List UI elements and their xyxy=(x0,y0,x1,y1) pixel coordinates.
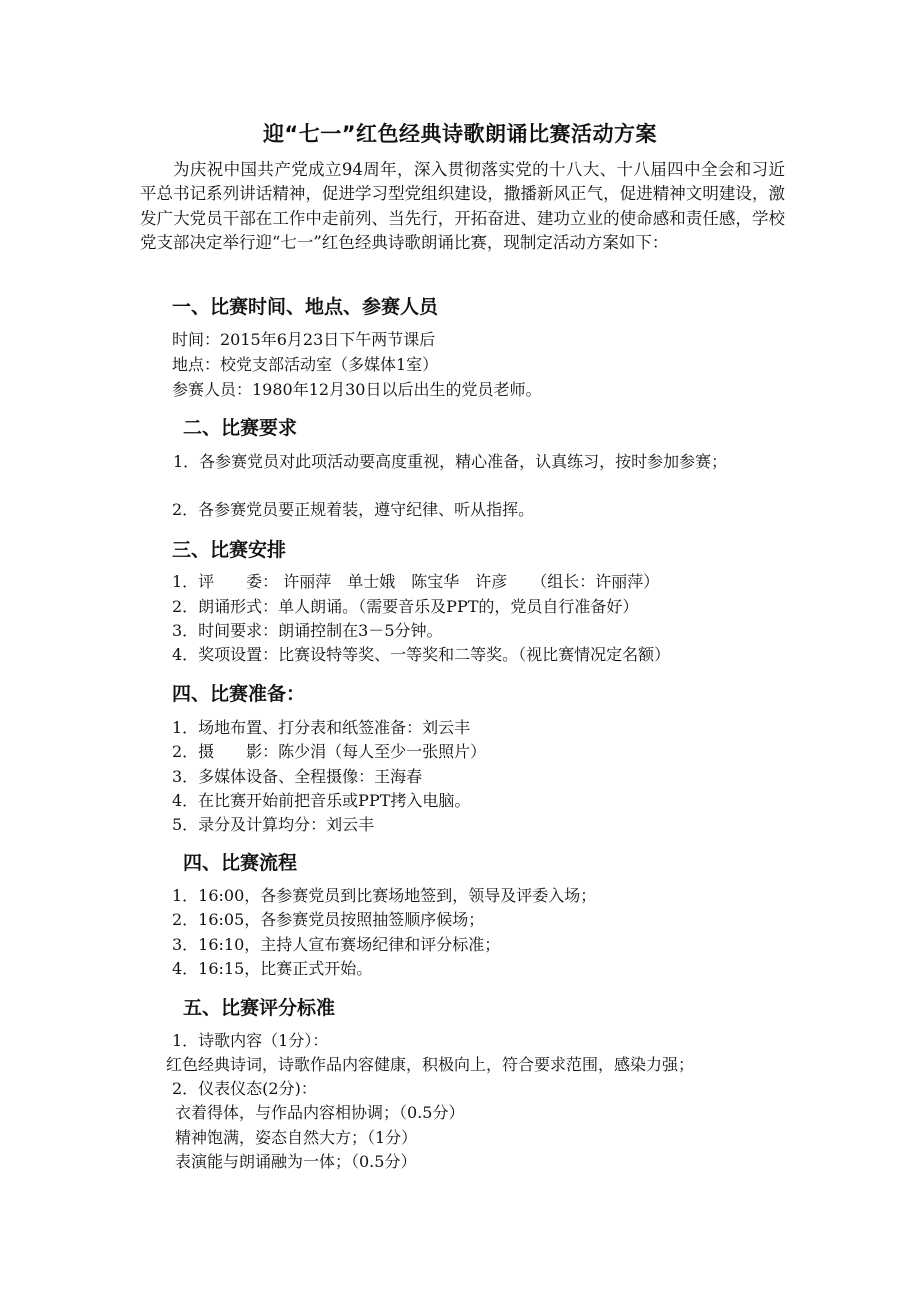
preparation-item-2: 2．摄 影：陈少涓（每人至少一张照片） xyxy=(172,742,487,761)
scoring-item-1-description: 红色经典诗词，诗歌作品内容健康，积极向上，符合要求范围，感染力强； xyxy=(166,1055,695,1074)
section-heading-preparation: 四、比赛准备： xyxy=(172,683,306,705)
scoring-item-2-attire: 衣着得体，与作品内容相协调；（0.5分） xyxy=(175,1103,465,1122)
procedure-item-3: 3．16:10，主持人宣布赛场纪律和评分标准； xyxy=(172,935,501,954)
requirement-item-1: 1．各参赛党员对此项活动要高度重视，精心准备，认真练习，按时参加参赛； xyxy=(173,452,728,471)
scoring-item-1: 1．诗歌内容（1分）： xyxy=(172,1031,329,1050)
document-title: 迎“七一”红色经典诗歌朗诵比赛活动方案 xyxy=(262,122,658,146)
section-heading-time-place: 一、比赛时间、地点、参赛人员 xyxy=(172,296,439,318)
event-place: 地点：校党支部活动室（多媒体1室） xyxy=(172,355,439,374)
event-participants: 参赛人员：1980年12月30日以后出生的党员老师。 xyxy=(172,380,542,399)
preparation-item-4: 4．在比赛开始前把音乐或PPT拷入电脑。 xyxy=(172,791,471,810)
arrangement-format: 2．朗诵形式：单人朗诵。（需要音乐及PPT的，党员自行准备好） xyxy=(172,597,639,616)
event-time: 时间：2015年6月23日下午两节课后 xyxy=(172,330,436,349)
arrangement-awards: 4．奖项设置：比赛设特等奖、一等奖和二等奖。（视比赛情况定名额） xyxy=(172,645,671,664)
scoring-item-2-performance: 表演能与朗诵融为一体；（0.5分） xyxy=(175,1152,417,1171)
procedure-item-1: 1．16:00，各参赛党员到比赛场地签到，领导及评委入场； xyxy=(172,886,597,905)
preparation-item-1: 1．场地布置、打分表和纸签准备：刘云丰 xyxy=(172,718,471,737)
section-heading-requirements: 二、比赛要求 xyxy=(183,417,298,439)
preparation-item-3: 3．多媒体设备、全程摄像：王海春 xyxy=(172,767,423,786)
intro-paragraph: 为庆祝中国共产党成立94周年，深入贯彻落实党的十八大、十八届四中全会和习近平总书记系列讲话精神，促进学习型党组织建设，撒播新风正气，促进精神文明建设，激发广大党员干部在工作中走前列、当先行，开拓奋进、建功立业的使命感和责任感，学校党支部决定举行迎“七一”红色经典诗歌朗诵比赛，现制定活动方案如下： xyxy=(140,160,785,253)
preparation-item-5: 5．录分及计算均分：刘云丰 xyxy=(172,815,375,834)
arrangement-time-limit: 3．时间要求：朗诵控制在3－5分钟。 xyxy=(172,621,443,640)
section-heading-arrangement: 三、比赛安排 xyxy=(172,539,287,561)
scoring-item-2: 2．仪表仪态(2分)： xyxy=(172,1079,317,1098)
procedure-item-2: 2．16:05，各参赛党员按照抽签顺序候场； xyxy=(172,910,485,929)
section-heading-procedure: 四、比赛流程 xyxy=(183,852,298,874)
scoring-item-2-spirit: 精神饱满，姿态自然大方；（1分） xyxy=(175,1128,418,1147)
requirement-item-2: 2．各参赛党员要正规着装，遵守纪律、听从指挥。 xyxy=(172,500,535,519)
procedure-item-4: 4．16:15，比赛正式开始。 xyxy=(172,959,373,978)
section-heading-scoring: 五、比赛评分标准 xyxy=(183,997,336,1019)
arrangement-judges: 1．评 委： 许丽萍 单士娥 陈宝华 许彦 （组长：许丽萍） xyxy=(172,572,660,591)
